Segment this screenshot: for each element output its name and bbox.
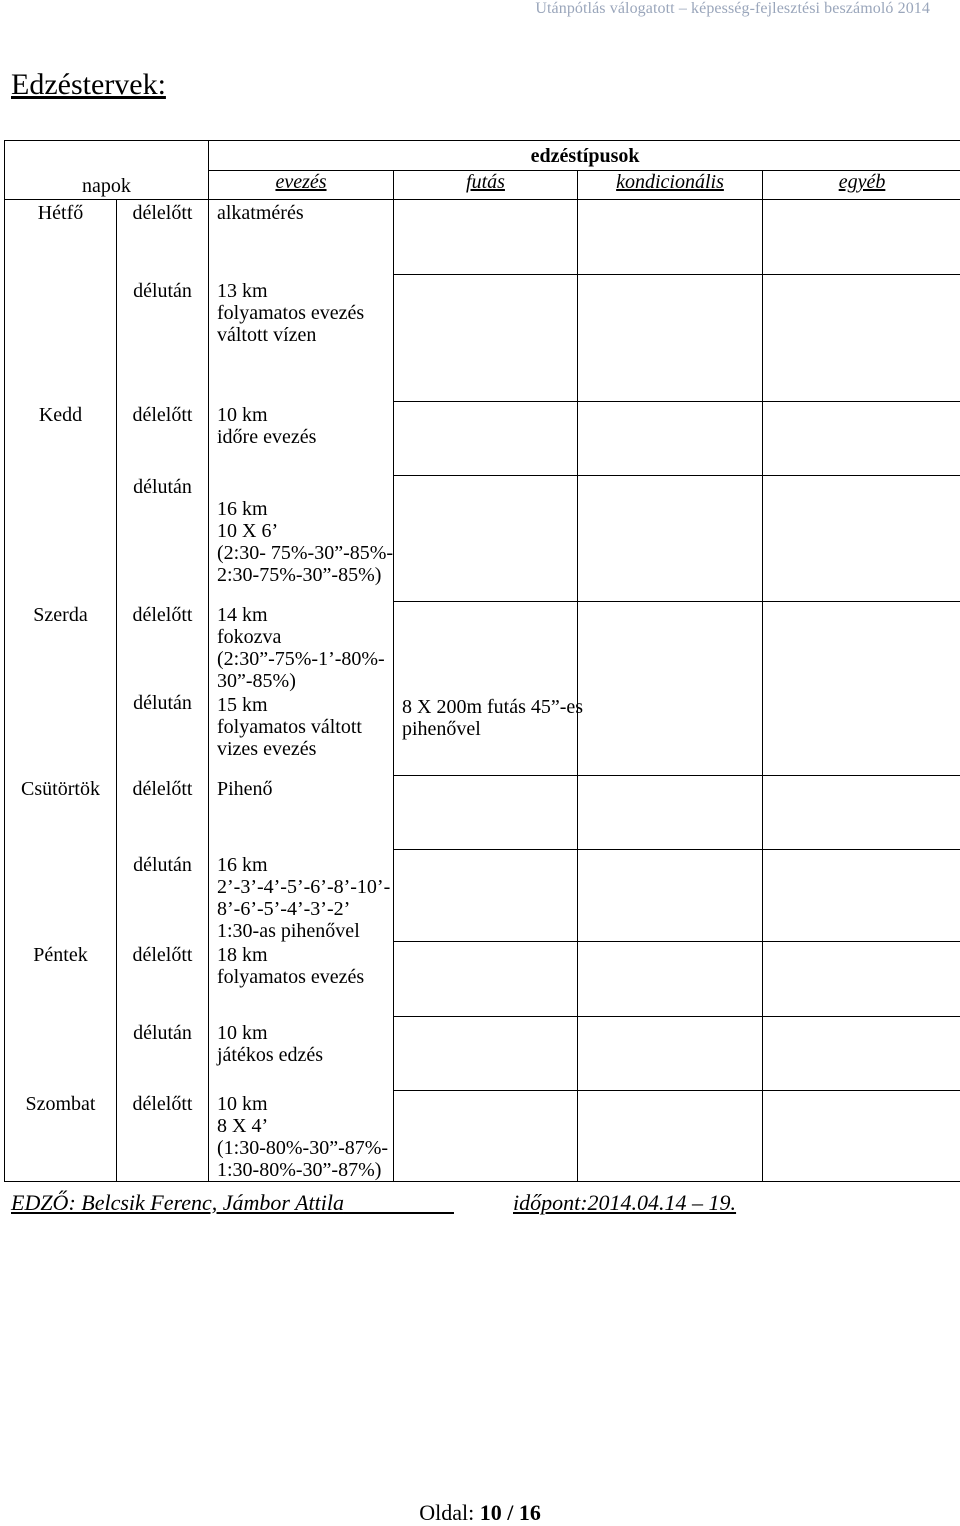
rowing-line: váltott vízen (217, 324, 393, 346)
other-cell (763, 200, 960, 275)
day-cell: Kedd (5, 402, 117, 476)
rowing-line: Pihenő (217, 778, 393, 800)
rowing-line: 30”-85%) (217, 670, 393, 692)
time-slot-cell: délelőtt (117, 602, 209, 692)
header-spacer-cell (5, 141, 209, 171)
running-cell (394, 200, 578, 275)
rowing-line: 2:30-75%-30”-85%) (217, 564, 393, 586)
time-slot-cell: délelőtt (117, 402, 209, 476)
conditioning-cell (578, 200, 763, 275)
time-slot-cell: délután (117, 850, 209, 942)
column-header-futas: futás (394, 171, 578, 200)
day-cell: Hétfő (5, 200, 117, 275)
day-cell (5, 692, 117, 776)
rowing-line: 10 km (217, 1093, 393, 1115)
table-row (5, 692, 960, 776)
column-header-evezes: evezés (209, 171, 394, 200)
rowing-line: 8’-6’-5’-4’-3’-2’ (217, 898, 393, 920)
day-cell: Szerda (5, 602, 117, 692)
conditioning-cell (578, 942, 763, 1017)
rowing-line: 2’-3’-4’-5’-6’-8’-10’- (217, 876, 393, 898)
running-line: pihenővel (402, 718, 577, 740)
day-cell: Csütörtök (5, 776, 117, 850)
day-cell (5, 1017, 117, 1091)
date-range: időpont:2014.04.14 – 19. (513, 1190, 736, 1216)
running-cell (394, 850, 578, 942)
other-cell (763, 1091, 960, 1182)
column-header-kondicionalis: kondicionális (578, 171, 763, 200)
page-total: 16 (519, 1500, 541, 1525)
column-header-egyeb: egyéb (763, 171, 960, 200)
coach-names: EDZŐ: Belcsik Ferenc, Jámbor Attila (11, 1190, 344, 1215)
training-plan-table (4, 140, 960, 1182)
rowing-line: fokozva (217, 626, 393, 648)
day-cell: Péntek (5, 942, 117, 1017)
running-cell (394, 602, 578, 692)
page-number: Oldal: 10 / 16 (0, 1500, 960, 1526)
running-cell (394, 1017, 578, 1091)
table-row (5, 275, 960, 402)
rowing-cell (209, 942, 394, 1017)
rowing-cell (209, 692, 394, 776)
other-cell (763, 776, 960, 850)
conditioning-cell (578, 602, 763, 692)
conditioning-cell (578, 275, 763, 402)
rowing-line: 14 km (217, 604, 393, 626)
rowing-line: folyamatos váltott (217, 716, 393, 738)
rowing-line: vizes evezés (217, 738, 393, 760)
time-slot-cell: délután (117, 476, 209, 602)
table-row (5, 1091, 960, 1182)
days-header: napok (5, 171, 209, 200)
rowing-line: játékos edzés (217, 1044, 393, 1066)
rowing-line: 10 km (217, 1022, 393, 1044)
rowing-cell (209, 275, 394, 402)
rowing-line: 16 km (217, 498, 393, 520)
conditioning-cell (578, 776, 763, 850)
time-slot-cell: délelőtt (117, 942, 209, 1017)
rowing-line: folyamatos evezés (217, 966, 393, 988)
rowing-line: időre evezés (217, 426, 393, 448)
time-slot-cell: délelőtt (117, 200, 209, 275)
conditioning-cell (578, 850, 763, 942)
rowing-line: (1:30-80%-30”-87%- (217, 1137, 393, 1159)
table-row (5, 402, 960, 476)
other-cell (763, 850, 960, 942)
day-cell (5, 476, 117, 602)
table-row (5, 602, 960, 692)
rowing-cell (209, 402, 394, 476)
page-title: Edzéstervek: (11, 68, 166, 102)
rowing-line: (2:30- 75%-30”-85%- (217, 542, 393, 564)
rowing-line: 10 X 6’ (217, 520, 393, 542)
rowing-line: (2:30”-75%-1’-80%- (217, 648, 393, 670)
table-row (5, 776, 960, 850)
running-cell (394, 1091, 578, 1182)
rowing-cell (209, 776, 394, 850)
rowing-cell (209, 602, 394, 692)
page-separator: / (507, 1500, 513, 1525)
table-header-row (5, 141, 960, 171)
other-cell (763, 1017, 960, 1091)
footer-line (11, 1190, 454, 1216)
time-slot-cell: délután (117, 1017, 209, 1091)
running-cell (394, 692, 578, 776)
running-cell (394, 942, 578, 1017)
time-slot-cell: délután (117, 692, 209, 776)
table-row (5, 200, 960, 275)
day-cell (5, 275, 117, 402)
rowing-line: 8 X 4’ (217, 1115, 393, 1137)
time-slot-cell: délután (117, 275, 209, 402)
conditioning-cell (578, 1091, 763, 1182)
day-cell: Szombat (5, 1091, 117, 1182)
conditioning-cell (578, 1017, 763, 1091)
other-cell (763, 402, 960, 476)
rowing-line: 16 km (217, 854, 393, 876)
rowing-line: 13 km (217, 280, 393, 302)
other-cell (763, 692, 960, 776)
running-cell (394, 402, 578, 476)
running-line: 8 X 200m futás 45”-es (402, 696, 577, 718)
rowing-line: folyamatos evezés (217, 302, 393, 324)
time-slot-cell: délelőtt (117, 776, 209, 850)
table-row (5, 476, 960, 602)
conditioning-cell (578, 692, 763, 776)
rowing-line: 1:30-as pihenővel (217, 920, 393, 942)
running-cell (394, 776, 578, 850)
other-cell (763, 602, 960, 692)
running-cell (394, 275, 578, 402)
rowing-line: 18 km (217, 944, 393, 966)
page-current: 10 (480, 1500, 502, 1525)
rowing-cell (209, 476, 394, 602)
other-cell (763, 476, 960, 602)
training-types-header: edzéstípusok (209, 141, 960, 171)
running-cell (394, 476, 578, 602)
rowing-line: 15 km (217, 694, 393, 716)
rowing-line: alkatmérés (217, 202, 393, 224)
other-cell (763, 942, 960, 1017)
table-row (5, 1017, 960, 1091)
rowing-cell (209, 200, 394, 275)
running-header: Utánpótlás válogatott – képesség-fejlesztési beszámoló 2014 (535, 0, 930, 18)
table-row (5, 850, 960, 942)
rowing-cell (209, 1017, 394, 1091)
table-subheader-row (5, 171, 960, 200)
rowing-cell (209, 1091, 394, 1182)
other-cell (763, 275, 960, 402)
table-row (5, 942, 960, 1017)
rowing-cell (209, 850, 394, 942)
rowing-line: 1:30-80%-30”-87%) (217, 1159, 393, 1181)
conditioning-cell (578, 476, 763, 602)
time-slot-cell: délelőtt (117, 1091, 209, 1182)
day-cell (5, 850, 117, 942)
rowing-line: 10 km (217, 404, 393, 426)
conditioning-cell (578, 402, 763, 476)
